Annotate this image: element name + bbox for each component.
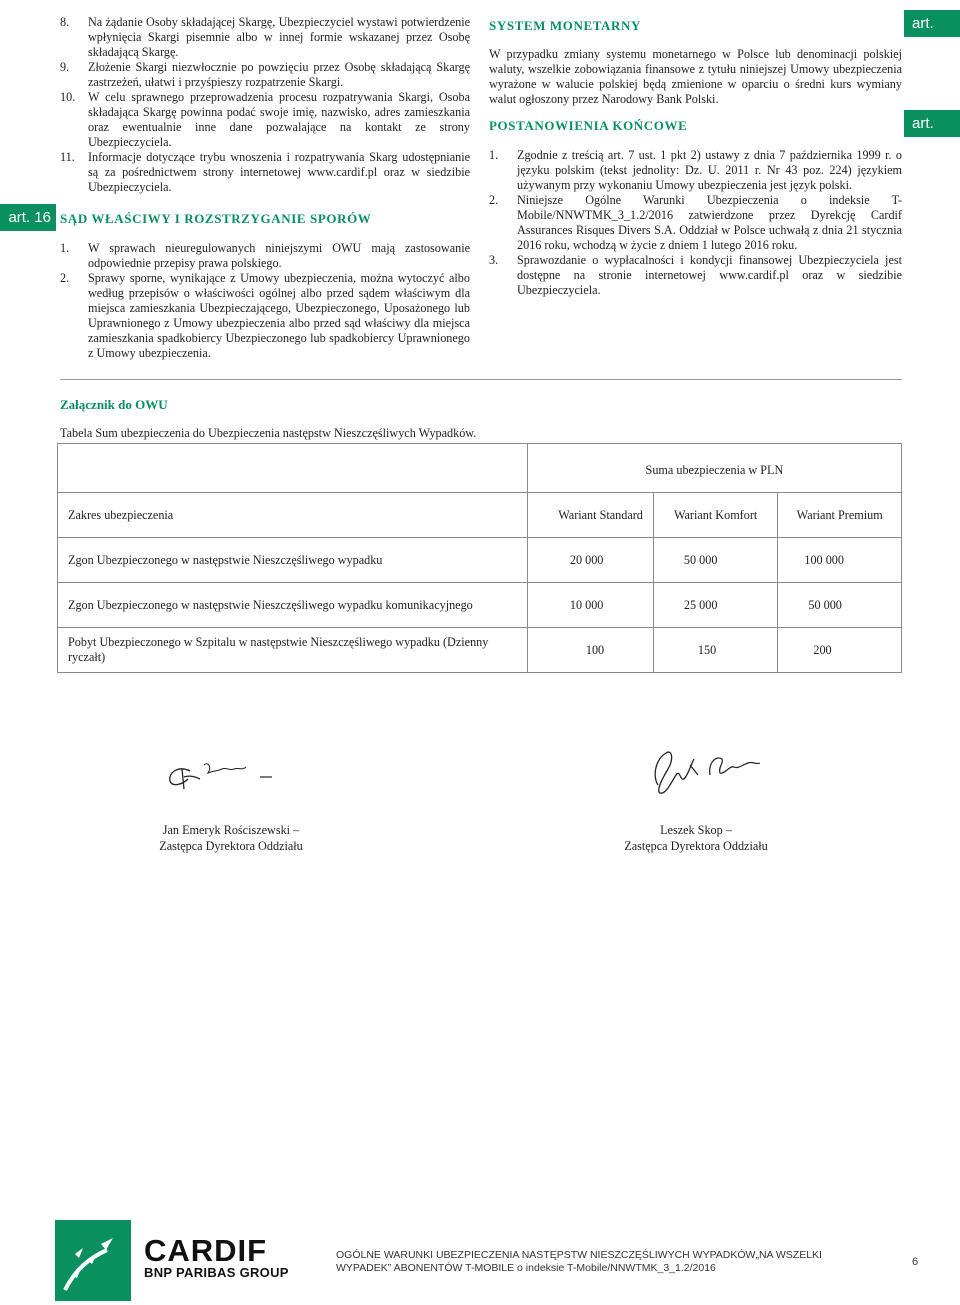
signature-right-image [638,745,768,800]
signatory-right [596,822,796,854]
item-number: 11. [60,150,75,164]
list-item [60,241,470,271]
table-cell: 200 [778,628,902,673]
list-item [60,15,470,60]
item-text: Sprawy sporne, wynikające z Umowy ubezpieczenia, można wytoczyć albo według przepisów o właściwości ogólnej albo przed sądem właściwym dla miejsca zamieszkania Ubezpieczającego, Ubezpieczonego, Uposażonego lub Uprawnionego z Umowy ubezpieczenia albo przed sąd właściwy dla miejsca zamieszkania spadkobiercy Ubezpieczonego lub spadkobiercy Uprawnionego z Umowy ubezpieczenia. [88,271,470,360]
item-text: Informacje dotyczące trybu wnoszenia i rozpatrywania Skarg udostępnianie są za pośrednictwem strony internetowej www.cardif.pl oraz w siedzibie Ubezpieczyciela. [88,150,470,194]
section-heading-art18: POSTANOWIENIA KOŃCOWE [489,118,688,133]
item-text: Sprawozdanie o wypłacalności i kondycji finansowej Ubezpieczyciela jest dostępne na stronie internetowej www.cardif.pl oraz w siedzibie Ubezpieczyciela. [517,253,902,297]
item-text: Złożenie Skargi niezwłocznie po powzięciu przez Osobę składającą Skargę zastrzeżeń, ułatwi i przyśpieszy rozpatrzenie Skargi. [88,60,470,89]
art16-list [60,241,470,361]
sum-insured-table [57,443,902,673]
table-empty-cell [58,444,528,493]
article-label-16: art. 16 [0,204,56,231]
table-group-header: Suma ubezpieczenia w PLN [527,444,901,493]
signatory-role: Zastępca Dyrektora Oddziału [624,839,768,853]
logo-sub: BNP PARIBAS GROUP [144,1265,289,1280]
item-text: Zgodnie z treścią art. 7 ust. 1 pkt 2) ustawy z dnia 7 października 1999 r. o języku polskim (tekst jednolity: Dz. U. 2011 r. Nr 43 poz. 224) językiem używanym przy wykonaniu Umowy ubezpieczenia jest język polski. [517,148,902,192]
table-header-cell: Wariant Standard [527,493,653,538]
signature-left-image [160,755,300,795]
attachment-caption: Tabela Sum ubezpieczenia do Ubezpieczenia następstw Nieszczęśliwych Wypadków. [60,426,477,440]
item-text: Na żądanie Osoby składającej Skargę, Ubezpieczyciel wystawi potwierdzenie wpłynięcia Skargi pisemnie albo w innej formie wskazanej przez Osobę składającą Skargę. [88,15,470,59]
list-item [60,271,470,361]
attachment-title: Załącznik do OWU [60,397,168,412]
table-row [58,583,902,628]
table-header-cell: Wariant Komfort [653,493,777,538]
stars-icon [55,1220,131,1301]
table-cell: 20 000 [527,538,653,583]
item-number: 10. [60,90,76,104]
article-label-17: art. 17 [904,10,960,37]
list-item [60,60,470,90]
table-cell: 50 000 [653,538,777,583]
list-item [489,148,902,193]
table-cell: 25 000 [653,583,777,628]
item-number: 3. [489,253,499,267]
cardif-logo-text [144,1233,289,1280]
item-number: 1. [60,241,70,255]
table-row [58,538,902,583]
footer-line: WYPADEK” ABONENTÓW T-MOBILE o indeksie T-Mobile/NNWTMK_3_1.2/2016 [336,1262,716,1274]
section-divider [60,379,902,380]
list-item [489,253,902,298]
item-text: Niniejsze Ogólne Warunki Ubezpieczenia o indeksie T-Mobile/NNWTMK_3_1.2/2016 zatwierdzone przez Dyrekcję Cardif Assurances Risques Divers S.A. Oddział w Polsce uchwałą z dnia 21 stycznia 2016 roku, wchodzą w życie z dniem 1 lutego 2016 roku. [517,193,902,252]
table-cell: Pobyt Ubezpieczonego w Szpitalu w następstwie Nieszczęśliwego wypadku (Dzienny ryczałt) [58,628,528,673]
item-number: 9. [60,60,70,74]
signatory-role: Zastępca Dyrektora Oddziału [159,839,303,853]
item-number: 2. [489,193,499,207]
footer-document-title [336,1249,822,1275]
item-number: 1. [489,148,499,162]
art18-list [489,148,902,298]
item-text: W sprawach nieuregulowanych niniejszymi OWU mają zastosowanie odpowiednie przepisy prawa polskiego. [88,241,470,270]
table-cell: Zgon Ubezpieczonego w następstwie Nieszczęśliwego wypadku [58,538,528,583]
table-header-cell: Wariant Premium [778,493,902,538]
list-item [60,90,470,150]
item-number: 2. [60,271,70,285]
art17-paragraph: W przypadku zmiany systemu monetarnego w Polsce lub denominacji polskiej waluty, wszelkie zobowiązania finansowe z tytułu niniejszej Umowy ubezpieczenia wyrażone w walucie polskiej będą zmienione w oparciu o średni kurs wymiany walut ogłoszony przez Narodowy Bank Polski. [489,47,902,106]
table-cell: 50 000 [778,583,902,628]
table-row [58,493,902,538]
table-header-cell: Zakres ubezpieczenia [58,493,528,538]
section-heading-art16: SĄD WŁAŚCIWY I ROZSTRZYGANIE SPORÓW [60,211,372,226]
table-cell: 100 000 [778,538,902,583]
signatory-left [131,822,331,854]
logo-main: CARDIF [144,1233,268,1268]
list-item [489,193,902,253]
footer-line: OGÓLNE WARUNKI UBEZPIECZENIA NASTĘPSTW NIESZCZĘŚLIWYCH WYPADKÓW„NA WSZELKI [336,1249,822,1261]
item-text: W celu sprawnego przeprowadzenia procesu rozpatrywania Skargi, Osoba składająca Skargę powinna podać swoje imię, nazwisko, adres zamieszkania oraz ewentualnie inne dane pozwalające na kontakt ze strony Ubezpieczyciela. [88,90,470,149]
page-number: 6 [912,1256,919,1268]
table-cell: 100 [527,628,653,673]
table-cell: 150 [653,628,777,673]
cardif-logo-mark [55,1220,131,1301]
section-heading-art17: SYSTEM MONETARNY [489,18,642,33]
list-item [60,150,470,195]
signatory-name: Leszek Skop – [660,823,732,837]
item-number: 8. [60,15,70,29]
table-cell: Zgon Ubezpieczonego w następstwie Nieszczęśliwego wypadku komunikacyjnego [58,583,528,628]
signatory-name: Jan Emeryk Rościszewski – [162,823,300,837]
table-row [58,628,902,673]
table-row [58,444,902,493]
complaints-list [60,15,470,195]
article-label-18: art. 18 [904,110,960,137]
table-cell: 10 000 [527,583,653,628]
